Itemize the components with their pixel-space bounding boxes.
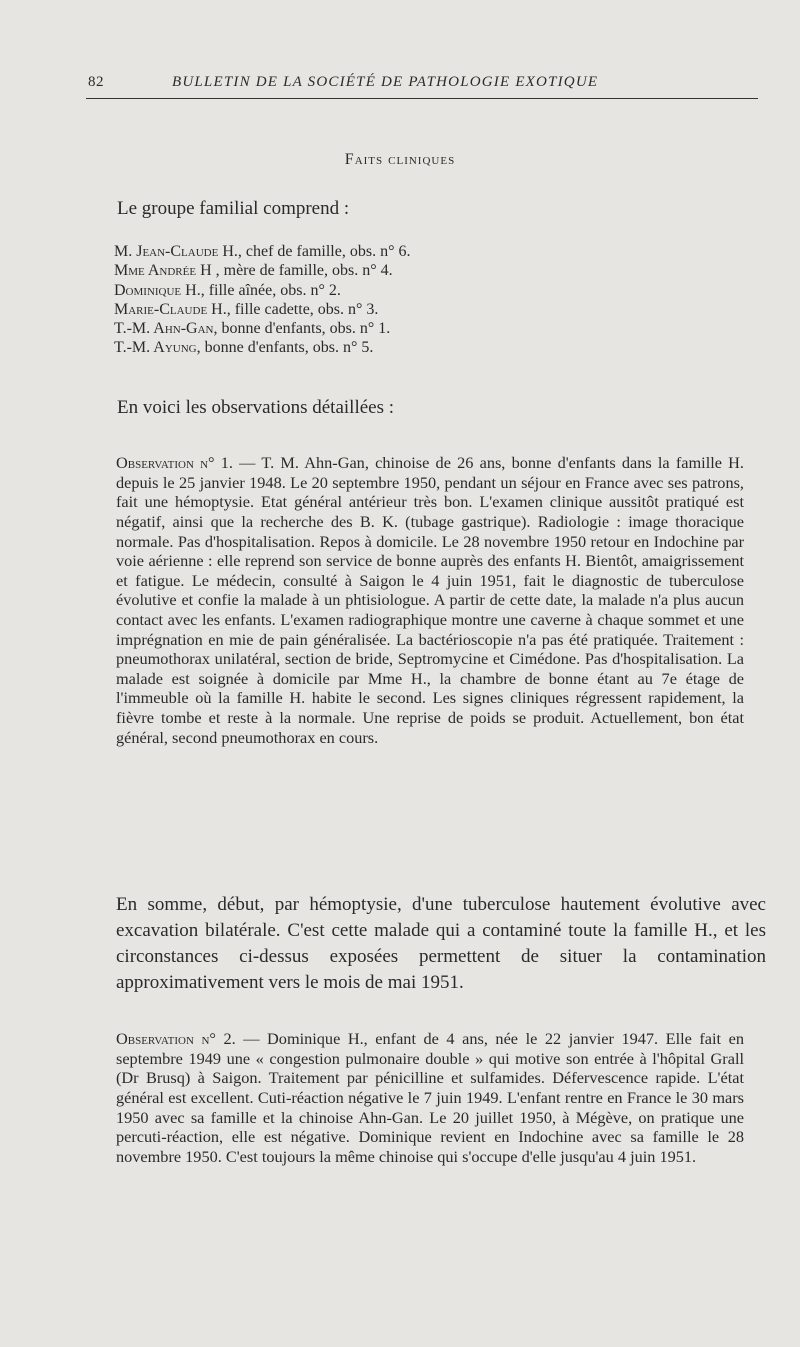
summary-paragraph: En somme, début, par hémoptysie, d'une tuberculose hautement évolutive avec excavation bilatérale. C'est cette malade qui a contaminé toute la famille H., et les circonstances ci-dessus exposées permettent de situer la contamination approximativement vers le mois de mai 1951. [116,894,766,993]
member-details: , bonne d'enfants, obs. n° 1. [213,320,391,338]
observations-lead: En voici les observations détaillées : [117,397,395,418]
observation-2 [116,1029,744,1166]
member-name: Mme Andrée [114,262,197,280]
observation-label: Observation n° 1. [116,453,233,473]
member-name: T.-M. Ahn-Gan [114,320,214,338]
member-details: H., fille cadette, obs. n° 3. [207,300,379,318]
header-rule [86,98,758,99]
list-item [114,281,410,300]
observation-label: Observation n° 2. [116,1029,236,1049]
member-details: H., chef de famille, obs. n° 6. [218,243,411,260]
family-member-list [114,242,410,358]
list-item [114,319,410,338]
section-title: Faits cliniques [344,151,456,168]
list-item [114,242,410,261]
observation-text: — T. M. Ahn-Gan, chinoise de 26 ans, bonne d'enfants dans la famille H. depuis le 25 janvier 1948. Le 20 septembre 1950, pendant un séjour en France avec ses patrons, fait une hémoptysie. Etat général antérieur très bon. L'examen clinique aussitôt pratiqué est négatif, ainsi que la recherche des B. K. (tubage gastrique). Radiologie : image thoracique normale. Pas d'hospitalisation. Repos à domicile. Le 28 novembre 1950 retour en Indochine par voie aérienne : elle reprend son service de bonne auprès des enfants H. Bientôt, amaigrissement et fatigue. Le médecin, consulté à Saigon le 4 juin 1951, fait le diagnostic de tuberculose évolutive et confie la malade à un phtisiologue. A partir de cette date, la malade n'a plus aucun contact avec les enfants. L'examen radiographique montre une caverne à chaque sommet et une imprégnation en mie de pain généralisée. La bactérioscopie n'a pas été pratiquée. Traitement : pneumothorax unilatéral, section de bride, Septromycine et Cimédone. Pas d'hospitalisation. La malade est soignée à domicile par Mme H., la chambre de bonne étant au 7e étage de l'immeuble où la famille H. habite le second. Les signes cliniques régressent rapidement, la fièvre tombe et reste à la normale. Une reprise de poids se produit. Actuellement, bon état général, second pneumothorax en cours. [116,453,745,747]
observation-1 [116,453,744,747]
member-name: M. Jean-Claude [114,243,219,260]
member-name: Dominique [114,281,182,299]
page-number: 82 [88,74,104,90]
list-item [114,338,410,357]
list-item [114,300,410,319]
list-item [114,261,410,280]
member-details: , bonne d'enfants, obs. n° 5. [196,339,374,357]
journal-title: BULLETIN DE LA SOCIÉTÉ DE PATHOLOGIE EXOTIQUE [172,74,599,90]
member-details: H , mère de famille, obs. n° 4. [196,262,393,280]
member-details: H., fille aînée, obs. n° 2. [181,281,341,299]
member-name: Marie-Claude [114,300,208,318]
observation-text: — Dominique H., enfant de 4 ans, née le 22 janvier 1947. Elle fait en septembre 1949 une « congestion pulmonaire double » qui motive son entrée à l'hôpital Grall (Dr Brusq) à Saigon. Traitement par pénicilline et sulfamides. Défervescence rapide. L'état général est excellent. Cuti-réaction négative le 7 juin 1949. L'enfant rentre en France le 30 mars 1950 avec sa famille et la chinoise Ahn-Gan. Le 20 juillet 1950, à Mégève, on pratique une percuti-réaction, elle est négative. Dominique revient en Indochine avec sa famille le 28 novembre 1950. C'est toujours la même chinoise qui s'occupe d'elle jusqu'au 4 juin 1951. [116,1029,744,1166]
intro-line: Le groupe familial comprend : [117,198,350,219]
member-name: T.-M. Ayung [114,339,197,357]
